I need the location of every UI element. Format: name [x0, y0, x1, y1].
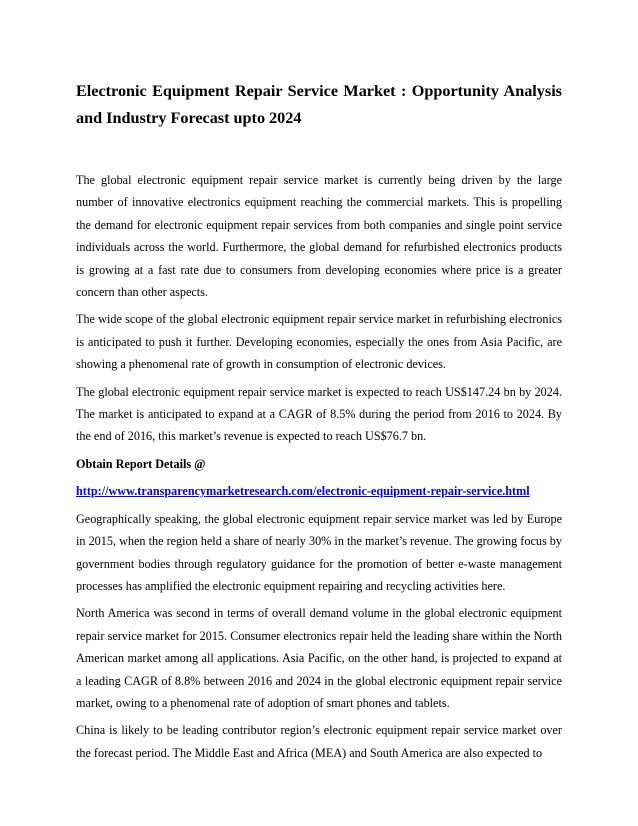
paragraph-market-drivers: The global electronic equipment repair service market is currently being driven by the large number of innovative electronics equipment reaching the commercial markets. This is propelling the demand for electronic equipment repair services from both companies and single point service individuals across the world. Furthermore, the global demand for refurbished electronics products is growing at a fast rate due to consumers from developing economies where price is a greater concern than other aspects. [76, 173, 562, 300]
document-page [76, 78, 562, 769]
report-details-label: Obtain Report Details @ [76, 456, 206, 471]
paragraph-china: China is likely to be leading contributor region’s electronic equipment repair service market over the forecast period. The Middle East and Africa (MEA) and South America are also expected to [76, 723, 562, 760]
paragraph-north-america: North America was second in terms of overall demand volume in the global electronic equipment repair service market for 2015. Consumer electronics repair held the leading share within the North American market among all applications. Asia Pacific, on the other hand, is projected to expand at a leading CAGR of 8.8% between 2016 and 2024 in the global electronic equipment repair service market, owing to a phenomenal rate of adoption of smart phones and tablets. [76, 606, 562, 710]
paragraph-market-scope: The wide scope of the global electronic equipment repair service market in refurbishing electronics is anticipated to push it further. Developing economies, especially the ones from Asia Pacific, are showing a phenomenal rate of growth in consumption of electronic devices. [76, 312, 562, 372]
report-link[interactable]: http://www.transparencymarketresearch.com/electronic-equipment-repair-service.html [76, 484, 530, 499]
paragraph-europe: Geographically speaking, the global electronic equipment repair service market was led by Europe in 2015, when the region held a share of nearly 30% in the market’s revenue. The growing focus by government bodies through regulatory guidance for the promotion of better e-waste management processes has amplified the electronic equipment repairing and recycling activities here. [76, 511, 562, 593]
paragraph-market-forecast: The global electronic equipment repair service market is expected to reach US$147.24 bn by 2024. The market is anticipated to expand at a CAGR of 8.5% during the period from 2016 to 2024. By the end of 2016, this market’s revenue is expected to reach US$76.7 bn. [76, 384, 562, 444]
document-title: Electronic Equipment Repair Service Market : Opportunity Analysis and Industry Forecast upto 2024 [76, 82, 562, 127]
